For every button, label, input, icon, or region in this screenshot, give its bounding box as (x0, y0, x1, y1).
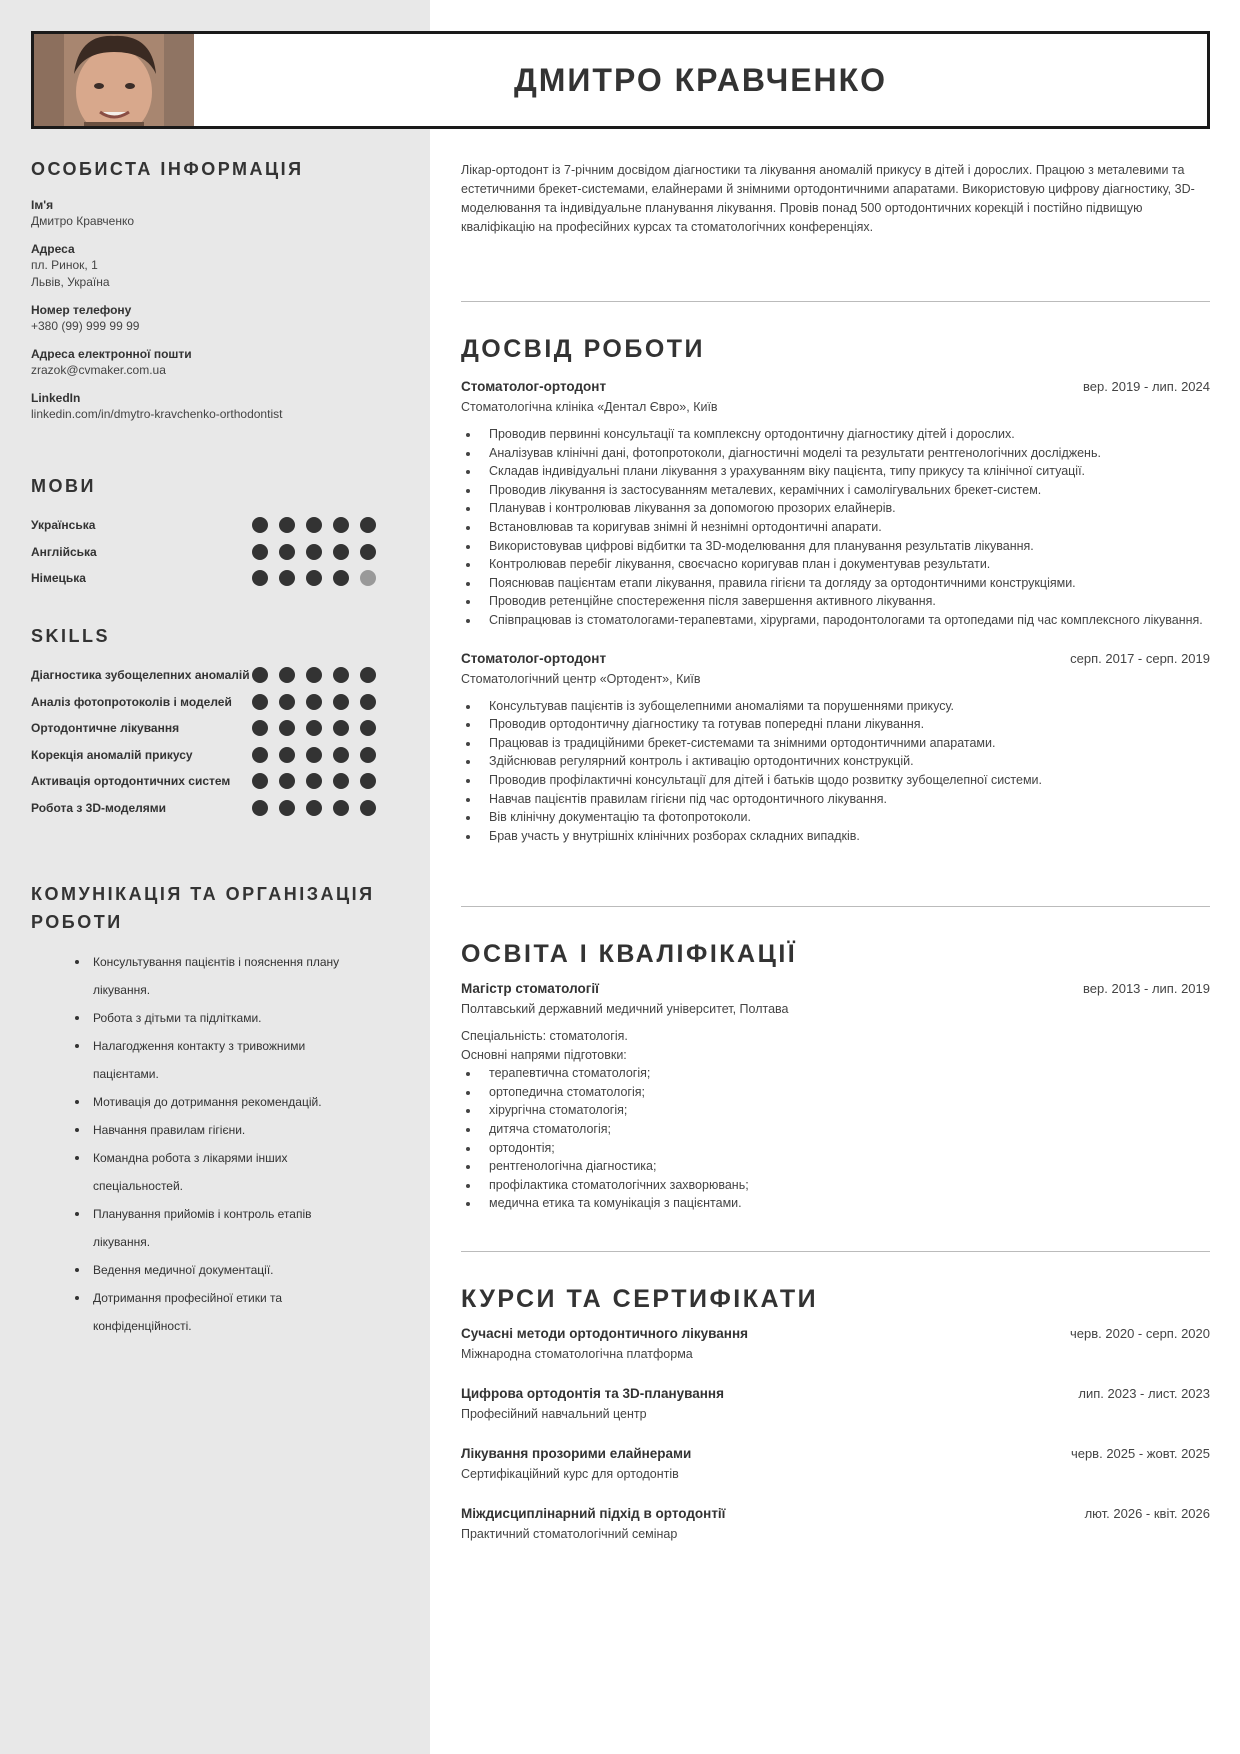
rating-dot-filled (279, 694, 295, 710)
candidate-name: ДМИТРО КРАВЧЕНКО (513, 61, 888, 98)
summary-text: Лікар-ортодонт із 7-річним досвідом діагностики та лікування аномалій прикусу в дітей і дорослих. Працюю з металевими та естетичними брекет-системами, елайнерами й знімними ортодонтичними апаратами. Використовую цифрову діагностику, 3D-моделювання та індивідуальне планування лікування. Провів понад 500 ортодонтичних корекцій і постійно підвищую кваліфікацію на професійних курсах та стоматологічних конференціях. (461, 163, 1195, 234)
course-date: черв. 2025 - жовт. 2025 (1070, 1446, 1210, 1461)
rating-dot-filled (279, 517, 295, 533)
rating-dot-filled (306, 747, 322, 763)
job-bullet: Пояснював пацієнтам етапи лікування, правила гігієни та догляду за ортодонтичними конструкціями. (461, 574, 1210, 593)
rating-dots (252, 667, 376, 683)
email-label: Адреса електронної пошти (31, 347, 192, 361)
rating-dot-filled (252, 747, 268, 763)
job-entry (461, 379, 1210, 630)
address-block (31, 241, 391, 291)
rating-dot-filled (279, 570, 295, 586)
communication-title-line2: РОБОТИ (31, 912, 123, 932)
education-head (461, 981, 1210, 996)
name-label: Ім'я (31, 198, 54, 212)
education-direction: медична етика та комунікація з пацієнтами. (461, 1194, 1210, 1213)
communication-item: Планування прийомів і контроль етапів лікування. (71, 1200, 361, 1256)
rating-label: Робота з 3D-моделями (31, 800, 167, 815)
rating-dot-filled (306, 544, 322, 560)
personal-info-section (31, 155, 391, 434)
course-title: Міждисциплінарний підхід в ортодонтії (461, 1506, 726, 1521)
education-degree: Магістр стоматології (461, 981, 599, 996)
rating-dot-filled (306, 694, 322, 710)
experience-section (461, 333, 1210, 845)
rating-dot-filled (333, 747, 349, 763)
rating-dot-filled (252, 570, 268, 586)
job-bullets (461, 425, 1210, 630)
languages-list (31, 512, 391, 592)
course-title: Лікування прозорими елайнерами (461, 1446, 692, 1461)
rating-label: Діагностика зубощелепних аномалій (31, 668, 250, 683)
course-title: Сучасні методи ортодонтичного лікування (461, 1326, 748, 1341)
rating-row (31, 539, 376, 566)
rating-dots (252, 517, 376, 533)
rating-row (31, 662, 376, 689)
rating-label: Ортодонтичне лікування (31, 721, 180, 736)
job-bullet: Співпрацював із стоматологами-терапевтами, хірургами, пародонтологами та ортопедами під час комплексного лікування. (461, 611, 1210, 630)
course-head (461, 1446, 1210, 1461)
job-date: серп. 2017 - серп. 2019 (1070, 650, 1210, 666)
rating-row (31, 512, 376, 539)
course-entry (461, 1506, 1210, 1541)
education-direction: ортодонтія; (461, 1139, 1210, 1158)
course-head (461, 1506, 1210, 1521)
rating-label: Українська (31, 518, 96, 533)
rating-dot-filled (279, 667, 295, 683)
header (31, 31, 1210, 129)
job-bullet: Встановлював та коригував знімні й незнімні ортодонтичні апарати. (461, 518, 1210, 537)
job-entry (461, 651, 1210, 846)
course-title: Цифрова ортодонтія та 3D-планування (461, 1386, 724, 1401)
rating-dot-filled (252, 773, 268, 789)
job-bullet: Навчав пацієнтів правилам гігієни під час ортодонтичного лікування. (461, 790, 1210, 809)
rating-dot-filled (252, 667, 268, 683)
communication-item: Консультування пацієнтів і пояснення плану лікування. (71, 948, 361, 1004)
rating-dot-filled (360, 747, 376, 763)
rating-dot-filled (252, 800, 268, 816)
communication-list (71, 948, 391, 1340)
course-org: Сертифікаційний курс для ортодонтів (461, 1467, 679, 1481)
course-entry (461, 1386, 1210, 1421)
rating-dot-filled (279, 544, 295, 560)
linkedin-block (31, 390, 391, 423)
rating-dot-filled (252, 720, 268, 736)
rating-dot-filled (333, 800, 349, 816)
rating-dot-filled (306, 517, 322, 533)
job-bullet: Проводив лікування із застосуванням металевих, керамічних і самолігувальних брекет-систем. (461, 481, 1210, 500)
course-entry (461, 1446, 1210, 1481)
name-block (31, 197, 391, 230)
rating-row (31, 795, 376, 822)
course-entry (461, 1326, 1210, 1361)
email-block (31, 346, 391, 379)
rating-dot-filled (333, 544, 349, 560)
communication-item: Робота з дітьми та підлітками. (71, 1004, 361, 1032)
rating-dot-filled (279, 747, 295, 763)
communication-item: Налагодження контакту з тривожними пацієнтами. (71, 1032, 361, 1088)
job-title: Стоматолог-ортодонт (461, 650, 607, 666)
job-bullet: Контролював перебіг лікування, своєчасно коригував план і документував результати. (461, 555, 1210, 574)
rating-dots (252, 800, 376, 816)
job-bullet: Здійснював регулярний контроль і активацію ортодонтичних конструкцій. (461, 752, 1210, 771)
jobs-list (461, 379, 1210, 845)
rating-label: Активація ортодонтичних систем (31, 774, 231, 789)
skills-list (31, 662, 391, 821)
rating-dot-filled (306, 800, 322, 816)
job-bullet: Брав участь у внутрішніх клінічних розборах складних випадків. (461, 827, 1210, 846)
rating-dot-filled (333, 667, 349, 683)
course-date: лют. 2026 - квіт. 2026 (1084, 1506, 1210, 1521)
communication-title-line1: КОМУНІКАЦІЯ ТА ОРГАНІЗАЦІЯ (31, 884, 375, 904)
rating-dots (252, 747, 376, 763)
job-head (461, 379, 1210, 394)
course-date: черв. 2020 - серп. 2020 (1070, 1326, 1210, 1341)
linkedin-label: LinkedIn (31, 391, 81, 405)
rating-dots (252, 720, 376, 736)
job-bullet: Проводив первинні консультації та комплексну ортодонтичну діагностику дітей і дорослих. (461, 425, 1210, 444)
course-head (461, 1386, 1210, 1401)
job-bullet: Проводив ретенційне спостереження після завершення активного лікування. (461, 592, 1210, 611)
phone-value: +380 (99) 999 99 99 (31, 319, 140, 333)
divider (461, 1251, 1210, 1252)
rating-dot-filled (279, 800, 295, 816)
experience-title: ДОСВІД РОБОТИ (461, 335, 706, 363)
phone-block (31, 302, 391, 335)
courses-list (461, 1326, 1210, 1541)
job-title: Стоматолог-ортодонт (461, 379, 607, 394)
summary-section (461, 161, 1210, 237)
job-bullet: Проводив профілактичні консультації для дітей і батьків щодо розвитку зубощелепної системи. (461, 771, 1210, 790)
job-bullet: Вів клінічну документацію та фотопротоколи. (461, 808, 1210, 827)
rating-dot-filled (333, 694, 349, 710)
rating-dot-filled (360, 800, 376, 816)
rating-dot-filled (333, 773, 349, 789)
address-line1: пл. Ринок, 1 (31, 258, 98, 272)
rating-dot-filled (360, 694, 376, 710)
rating-dot-filled (333, 570, 349, 586)
job-head (461, 651, 1210, 666)
address-label: Адреса (31, 242, 75, 256)
rating-dot-filled (306, 570, 322, 586)
rating-label: Німецька (31, 571, 86, 586)
skills-section (31, 622, 391, 821)
job-bullet: Використовував цифрові відбитки та 3D-моделювання для планування результатів лікування. (461, 537, 1210, 556)
skills-title: SKILLS (31, 626, 111, 646)
rating-dot-filled (333, 720, 349, 736)
communication-item: Мотивація до дотримання рекомендацій. (71, 1088, 361, 1116)
rating-dot-filled (360, 667, 376, 683)
name-value: Дмитро Кравченко (31, 214, 135, 228)
rating-dot-filled (252, 517, 268, 533)
rating-dot-filled (306, 667, 322, 683)
education-direction: профілактика стоматологічних захворювань; (461, 1176, 1210, 1195)
education-direction: терапевтична стоматологія; (461, 1064, 1210, 1083)
education-org: Полтавський державний медичний університет, Полтава (461, 1002, 789, 1016)
education-direction: дитяча стоматологія; (461, 1120, 1210, 1139)
course-date: лип. 2023 - лист. 2023 (1078, 1386, 1210, 1401)
courses-section (461, 1283, 1210, 1541)
phone-label: Номер телефону (31, 303, 132, 317)
rating-dot-filled (360, 720, 376, 736)
communication-section (31, 880, 391, 1340)
rating-dot-filled (252, 694, 268, 710)
job-bullet: Аналізував клінічні дані, фотопротоколи, діагностичні моделі та результати рентгенологічних досліджень. (461, 444, 1210, 463)
education-specialty: Спеціальність: стоматологія. (461, 1029, 628, 1043)
education-direction: рентгенологічна діагностика; (461, 1157, 1210, 1176)
linkedin-value[interactable]: linkedin.com/in/dmytro-kravchenko-orthodontist (31, 407, 283, 421)
course-org: Міжнародна стоматологічна платформа (461, 1347, 693, 1361)
communication-item: Командна робота з лікарями інших спеціальностей. (71, 1144, 361, 1200)
rating-dots (252, 773, 376, 789)
education-directions-label: Основні напрями підготовки: (461, 1047, 627, 1062)
rating-dot-filled (279, 773, 295, 789)
job-bullet: Працював із традиційними брекет-системами та знімними ортодонтичними апаратами. (461, 734, 1210, 753)
rating-row (31, 768, 376, 795)
rating-dot-filled (306, 773, 322, 789)
rating-dot-empty (360, 570, 376, 586)
education-date: вер. 2013 - лип. 2019 (1083, 981, 1210, 996)
rating-label: Англійська (31, 544, 97, 559)
communication-item: Дотримання професійної етики та конфіденційності. (71, 1284, 361, 1340)
job-org: Стоматологічна клініка «Дентал Євро», Київ (461, 400, 718, 414)
rating-label: Аналіз фотопротоколів і моделей (31, 694, 232, 709)
education-direction: хірургічна стоматологія; (461, 1101, 1210, 1120)
rating-dots (252, 694, 376, 710)
rating-row (31, 565, 376, 592)
job-date: вер. 2019 - лип. 2024 (1083, 379, 1210, 394)
course-org: Професійний навчальний центр (461, 1407, 647, 1421)
education-direction: ортопедична стоматологія; (461, 1083, 1210, 1102)
rating-dot-filled (360, 544, 376, 560)
job-bullet: Планував і контролював лікування за допомогою прозорих елайнерів. (461, 499, 1210, 518)
rating-dots (252, 544, 376, 560)
job-bullet: Складав індивідуальні плани лікування з урахуванням віку пацієнта, типу прикусу та клінічної ситуації. (461, 462, 1210, 481)
rating-row (31, 715, 376, 742)
rating-dots (252, 570, 376, 586)
rating-row (31, 689, 376, 716)
course-org: Практичний стоматологічний семінар (461, 1527, 678, 1541)
rating-label: Корекція аномалій прикусу (31, 747, 193, 762)
rating-dot-filled (360, 517, 376, 533)
rating-dot-filled (279, 720, 295, 736)
job-org: Стоматологічний центр «Ортодент», Київ (461, 671, 701, 686)
education-title: ОСВІТА І КВАЛІФІКАЦІЇ (461, 940, 798, 968)
rating-dot-filled (333, 517, 349, 533)
education-section (461, 938, 1210, 1213)
rating-dot-filled (306, 720, 322, 736)
personal-info-title: ОСОБИСТА ІНФОРМАЦІЯ (31, 159, 304, 179)
rating-row (31, 742, 376, 769)
job-bullet: Консультував пацієнтів із зубощелепними аномаліями та порушеннями прикусу. (461, 697, 1210, 716)
email-value[interactable]: zrazok@cvmaker.com.ua (31, 363, 166, 377)
rating-dot-filled (252, 544, 268, 560)
course-head (461, 1326, 1210, 1341)
courses-title: КУРСИ ТА СЕРТИФІКАТИ (461, 1285, 819, 1313)
languages-section (31, 472, 391, 592)
rating-dot-filled (360, 773, 376, 789)
communication-item: Навчання правилам гігієни. (71, 1116, 361, 1144)
languages-title: МОВИ (31, 476, 96, 496)
profile-photo (34, 34, 194, 126)
job-bullets (461, 697, 1210, 846)
address-line2: Львів, Україна (31, 275, 110, 289)
job-bullet: Проводив ортодонтичну діагностику та готував попередні плани лікування. (461, 715, 1210, 734)
education-directions (461, 1064, 1210, 1213)
divider (461, 906, 1210, 907)
communication-item: Ведення медичної документації. (71, 1256, 361, 1284)
divider (461, 301, 1210, 302)
